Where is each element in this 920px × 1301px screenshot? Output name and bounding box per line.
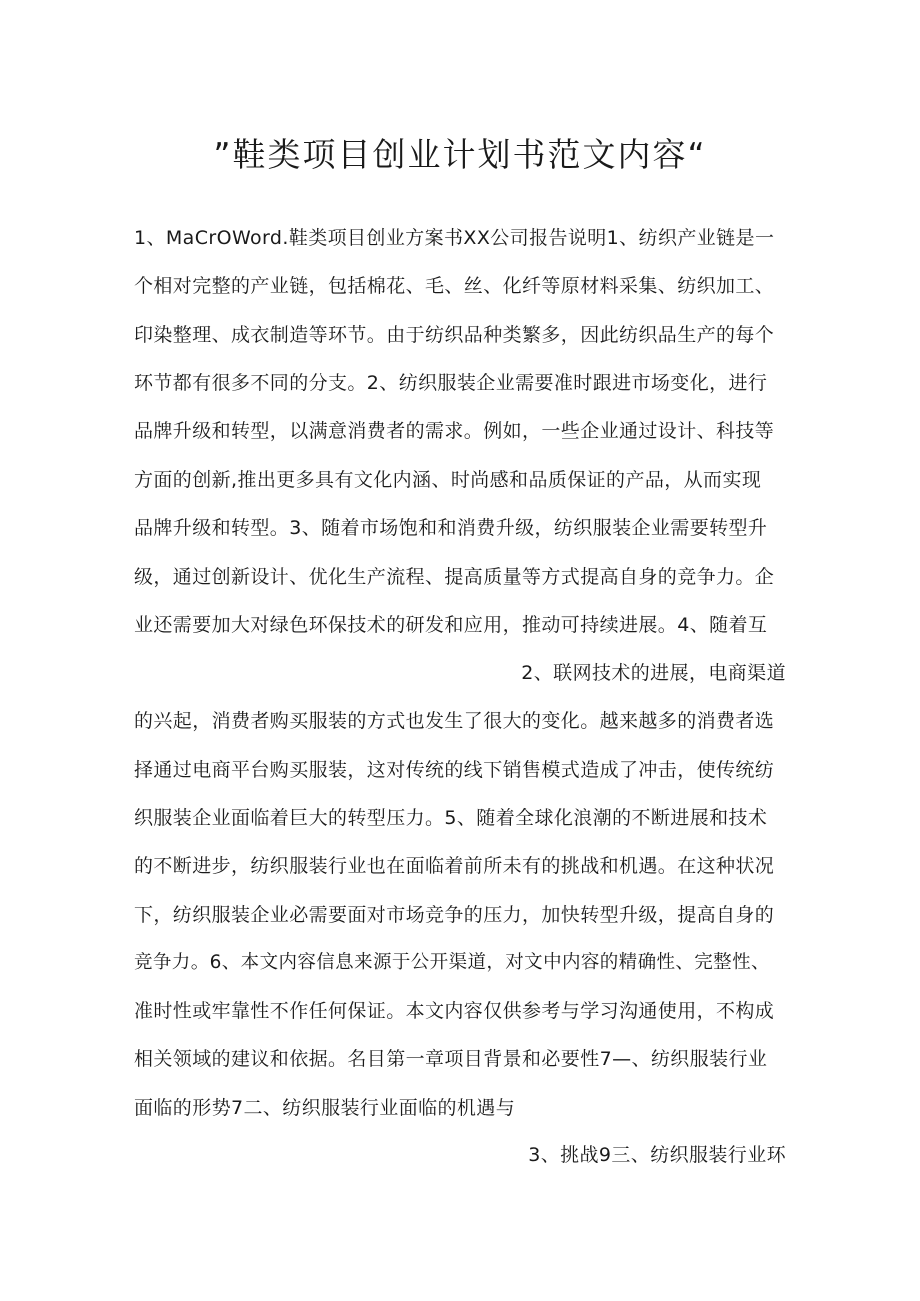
body-line-9: 业还需要加大对绿色环保技术的研发和应用，推动可持续进展。4、随着互 [134, 614, 768, 636]
body-line-13: 织服装企业面临着巨大的转型压力。5、随着全球化浪潮的不断进展和技术 [134, 807, 768, 829]
body-line-5: 品牌升级和转型，以满意消费者的需求。例如，一些企业通过设计、科技等 [134, 420, 775, 442]
document-title: ”鞋类项目创业计划书范文内容“ [213, 135, 707, 174]
body-line-19: 面临的形势7二、纺织服装行业面临的机遇与 [134, 1097, 516, 1119]
body-line-14: 的不断进步，纺织服装行业也在面临着前所未有的挑战和机遇。在这种状况 [134, 855, 775, 877]
body-line-1: 1、MaCrOWord.鞋类项目创业方案书XX公司报告说明1、纺织产业链是一 [134, 227, 775, 249]
body-line-4: 环节都有很多不同的分支。2、纺织服装企业需要准时跟进市场变化，进行 [134, 372, 768, 394]
body-line-16: 竞争力。6、本文内容信息来源于公开渠道，对文中内容的精确性、完整性、 [134, 952, 770, 973]
body-line-3: 印染整理、成衣制造等环节。由于纺织品种类繁多，因此纺织品生产的每个 [134, 324, 775, 346]
body-line-10: 2、联网技术的进展，电商渠道 [521, 662, 786, 684]
body-line-6: 方面的创新,推出更多具有文化内涵、时尚感和品质保证的产品，从而实现 [134, 469, 762, 491]
body-line-18: 相关领域的建议和依据。名目第一章项目背景和必要性7—、纺织服装行业 [134, 1048, 768, 1070]
body-line-11: 的兴起，消费者购买服装的方式也发生了很大的变化。越来越多的消费者选 [134, 710, 775, 732]
body-line-2: 个相对完整的产业链，包括棉花、毛、丝、化纤等原材料采集、纺织加工、 [134, 275, 775, 297]
body-line-8: 级，通过创新设计、优化生产流程、提高质量等方式提高自身的竞争力。企 [134, 566, 775, 588]
body-line-17: 准时性或牢靠性不作任何保证。本文内容仅供参考与学习沟通使用，不构成 [134, 1000, 775, 1022]
body-line-20: 3、挑战9三、纺织服装行业环 [528, 1144, 786, 1166]
body-line-15: 下，纺织服装企业必需要面对市场竞争的压力，加快转型升级，提高自身的 [134, 904, 775, 926]
body-line-12: 择通过电商平台购买服装，这对传统的线下销售模式造成了冲击，使传统纺 [134, 759, 775, 781]
body-line-7: 品牌升级和转型。3、随着市场饱和和消费升级，纺织服装企业需要转型升 [134, 517, 768, 539]
